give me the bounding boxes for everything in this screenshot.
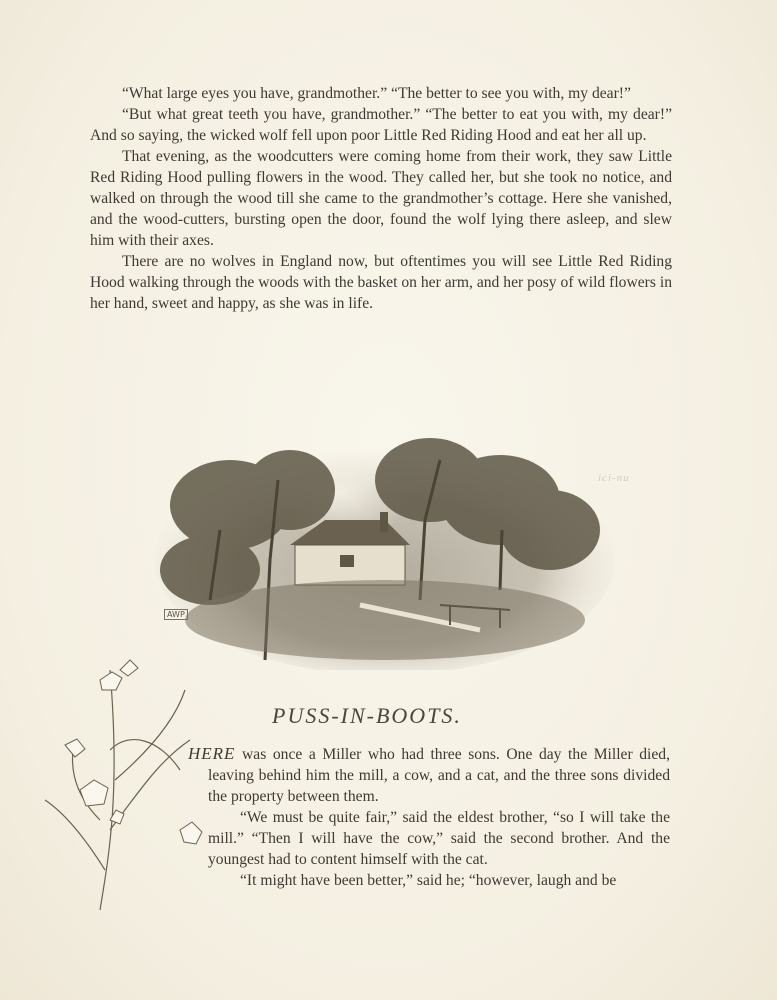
paragraph: “It might have been better,” said he; “however, laugh and be bbox=[240, 872, 617, 889]
story-title: PUSS-IN-BOOTS. bbox=[272, 703, 462, 728]
paragraph: “What large eyes you have, grandmother.” “The better to see you with, my dear!” bbox=[122, 85, 631, 102]
faint-show-through-text: ici-nu bbox=[598, 472, 630, 484]
paragraph: “We must be quite fair,” said the eldest brother, “so I will take the mill.” “Then I will have the cow,” said the second brother. And the youngest had to content himself with the cat. bbox=[208, 809, 670, 868]
illustrator-monogram: AWP bbox=[164, 609, 188, 620]
paragraph: That evening, as the woodcutters were coming home from their work, they saw Little Red Riding Hood pulling flowers in the wood. They called her, but she took no notice, and walked on through the wood till she came to the grandmother’s cottage. Here she vanished, and the wood-cutters, bursting open the door, found the wolf lying there asleep, and slew him with their axes. bbox=[90, 148, 672, 249]
cottage-vignette-illustration bbox=[150, 420, 620, 670]
flower-spray-illustration bbox=[40, 630, 220, 920]
paragraph-body: was once a Miller who had three sons. One day the Miller died, leaving behind him the mill, a cow, and a cat, and the three sons divided the property between them. bbox=[208, 746, 670, 805]
paragraph: “But what great teeth you have, grandmother.” “The better to eat you with, my dear!” And so saying, the wicked wolf fell upon poor Little Red Riding Hood and eat her all up. bbox=[90, 106, 672, 144]
paragraph: There are no wolves in England now, but oftentimes you will see Little Red Riding Hood walking through the woods with the basket on her arm, and her posy of wild flowers in her hand, sweet and happy, as she was in life. bbox=[90, 253, 672, 312]
story-text-bottom bbox=[188, 743, 670, 891]
paragraph bbox=[188, 743, 670, 807]
story-text-top bbox=[90, 83, 672, 314]
decorative-initial: HERE bbox=[188, 744, 236, 763]
